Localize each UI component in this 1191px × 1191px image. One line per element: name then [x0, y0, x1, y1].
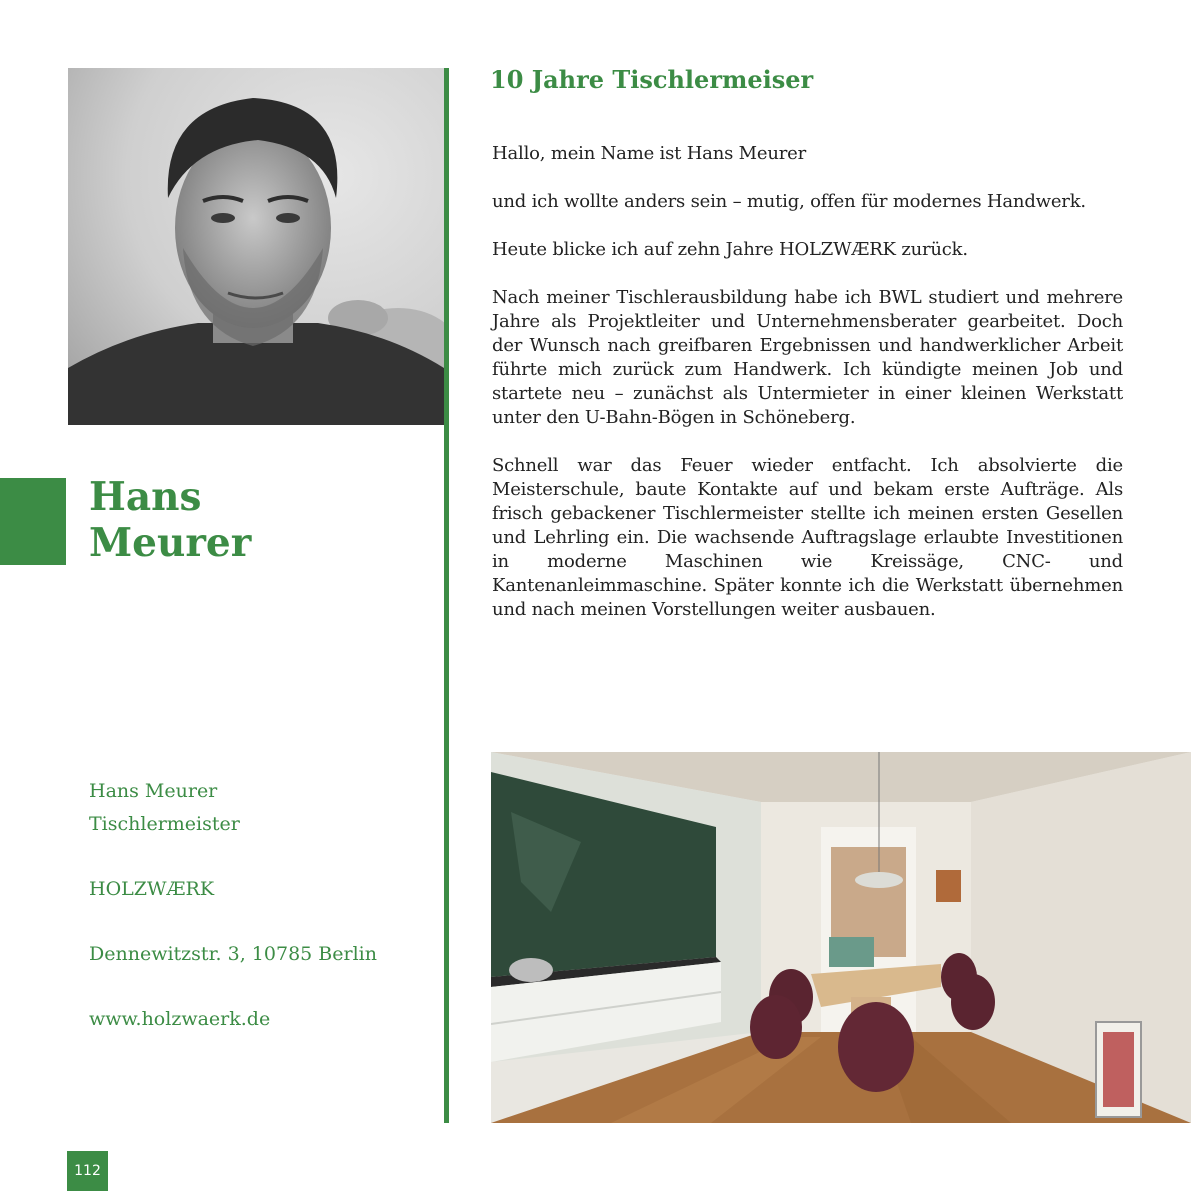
paragraph: Hallo, mein Name ist Hans Meurer — [492, 143, 807, 164]
article-body — [492, 142, 1123, 646]
profile-name-first: Hans — [89, 474, 202, 520]
portrait-photo — [68, 68, 444, 425]
paragraph: Nach meiner Tischlerausbildung habe ich BWL studiert und mehrere Jahre als Projektleiter und Unternehmensberater gearbeitet. Doch der Wunsch nach greifbaren Ergebnissen und handwerklicher Arbeit führte mich zurück zum Handwerk. Ich kündigte meinen Job und startete neu – zunächst als Untermieter in einer kleinen Werkstatt unter den U-Bahn-Bögen in Schöneberg. — [492, 287, 1123, 428]
paragraph: und ich wollte anders sein – mutig, offen für modernes Handwerk. — [492, 191, 1086, 212]
accent-block — [0, 478, 66, 565]
contact-title: Tischlermeister — [89, 813, 240, 835]
page-number: 112 — [67, 1151, 108, 1191]
contact-name: Hans Meurer — [89, 780, 218, 802]
profile-name — [89, 474, 429, 566]
interior-photo — [491, 752, 1191, 1123]
contact-spacer — [89, 841, 429, 873]
vertical-divider — [444, 68, 449, 1123]
contact-address: Dennewitzstr. 3, 10785 Berlin — [89, 943, 377, 965]
profile-name-last: Meurer — [89, 520, 252, 566]
contact-spacer — [89, 971, 429, 1003]
contact-block — [89, 775, 429, 1036]
paragraph: Schnell war das Feuer wieder entfacht. Ich absolvierte die Meisterschule, baute Kontakte auf und bekam erste Aufträge. Als frisch gebackener Tischlermeister stellte ich meinen ersten Gesellen und Lehrling ein. Die wachsende Auftragslage erlaubte Investitionen in moderne Maschinen wie Kreissäge, CNC- und Kantenanleimmaschine. Später konnte ich die Werkstatt übernehmen und nach meinen Vorstellungen weiter ausbauen. — [492, 455, 1123, 620]
contact-website[interactable]: www.holzwaerk.de — [89, 1008, 271, 1030]
paragraph: Heute blicke ich auf zehn Jahre HOLZWÆRK zurück. — [492, 239, 968, 260]
article-heading: 10 Jahre Tischlermeiser — [490, 65, 814, 94]
contact-spacer — [89, 906, 429, 938]
contact-company: HOLZWÆRK — [89, 878, 215, 900]
